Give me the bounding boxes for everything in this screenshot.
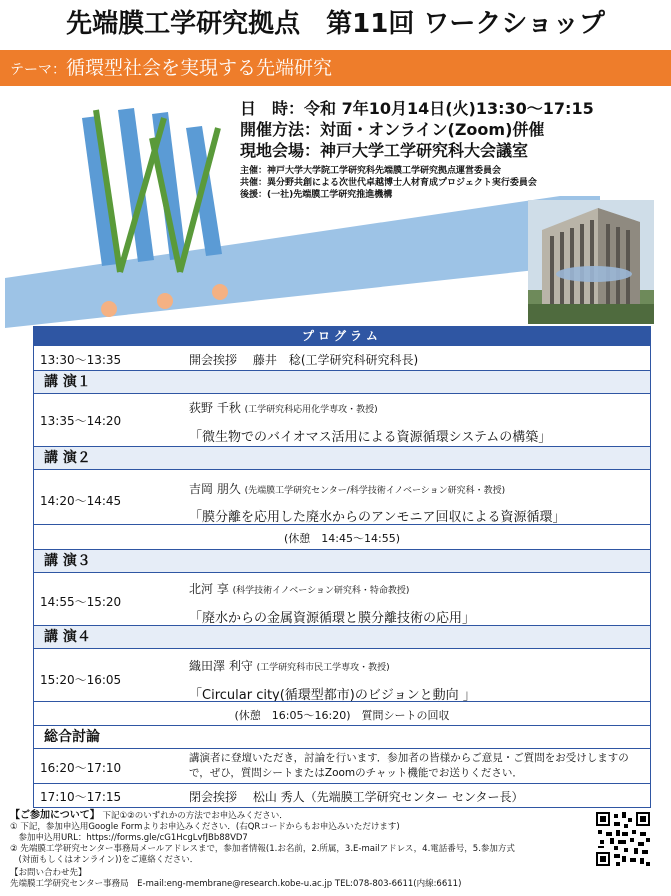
lecture4-topic: 「Circular city(循環型都市)のビジョンと動向 」 bbox=[189, 688, 476, 703]
discussion-text: 講演者に登壇いただき，討論を行います．参加者の皆様からご意見・ご質問をお受けしますので，ぜひ，質問シートまたはZoomのチャット機能でお送りください． bbox=[189, 752, 629, 779]
lecture4-speaker: 織田澤 利守 bbox=[189, 659, 253, 673]
signup-url[interactable]: 参加申込用URL：https://forms.gle/cG1HcgLvfJBb88VD7 bbox=[10, 833, 248, 843]
event-venue: 現地会場：神戸大学工学研究科大会議室 bbox=[240, 141, 529, 160]
lecture1-row bbox=[34, 394, 650, 446]
co-organizer: 共催：異分野共創による次世代卓越博士人材育成プロジェクト実行委員会 bbox=[240, 178, 537, 188]
break1: (休憩 14:45～14:55) bbox=[284, 532, 400, 545]
light-blue-band bbox=[5, 196, 600, 328]
discussion-time: 16:20～17:10 bbox=[40, 761, 122, 775]
closing-time: 17:10～17:15 bbox=[40, 790, 122, 804]
lecture4-label: 講 演４ bbox=[34, 626, 650, 648]
lecture1-time: 13:35～14:20 bbox=[40, 414, 122, 428]
theme-bar bbox=[0, 50, 671, 86]
theme-text: 循環型社会を実現する先端研究 bbox=[66, 57, 333, 79]
lecture3-time: 14:55～15:20 bbox=[40, 595, 122, 609]
lecture3-affiliation: (科学技術イノベーション研究科・特命教授) bbox=[232, 586, 410, 596]
lecture2-row bbox=[34, 470, 650, 524]
break2: (休憩 16:05～16:20) 質問シートの回収 bbox=[234, 709, 450, 722]
signup-info bbox=[10, 810, 580, 866]
page-title: 先端膜工学研究拠点 第11回 ワークショップ bbox=[66, 9, 605, 39]
lecture3-speaker: 北河 享 bbox=[189, 582, 229, 596]
lecture3-topic: 「廃水からの金属資源循環と膜分離技術の応用」 bbox=[189, 611, 476, 626]
opening-row bbox=[34, 346, 650, 370]
discussion-label: 総合討論 bbox=[34, 726, 650, 748]
contact-heading: 【お問い合わせ先】 bbox=[10, 868, 87, 878]
signup-line3: ② 先端膜工学研究センター事務局メールアドレスまで，参加者情報(1.お名前，2.所属，3.E-mailアドレス，4.電話番号，5.参加方式 bbox=[10, 844, 515, 854]
contact-text: 先端膜工学研究センター事務局 E-mail:eng-membrane@research.kobe-u.ac.jp TEL:078-803-6611(内線:6611) bbox=[10, 879, 462, 889]
qr-code-icon[interactable] bbox=[594, 810, 652, 868]
lecture1-label: 講 演１ bbox=[34, 371, 650, 393]
lecture3-row bbox=[34, 573, 650, 625]
peach-dot-1 bbox=[101, 301, 117, 317]
closing-row bbox=[34, 784, 650, 806]
contact-info bbox=[10, 868, 590, 890]
organizer: 主催：神戸大学大学院工学研究科先端膜工学研究拠点運営委員会 bbox=[240, 166, 502, 176]
program-header: プログラム bbox=[33, 326, 651, 346]
lecture4-time: 15:20～16:05 bbox=[40, 673, 122, 687]
supporter: 後援：(一社)先端膜工学研究推進機構 bbox=[240, 190, 393, 200]
signup-note: 下記①②のいずれかの方法でお申込みください． bbox=[102, 811, 288, 821]
opening-text: 開会挨拶 藤井 稔(工学研究科研究科長) bbox=[189, 353, 419, 367]
blue-bar-2 bbox=[118, 108, 154, 262]
peach-dot-2 bbox=[157, 293, 173, 309]
peach-dot-3 bbox=[212, 284, 228, 300]
lecture1-affiliation: (工学研究科応用化学専攻・教授) bbox=[244, 405, 378, 415]
lecture4-row bbox=[34, 649, 650, 701]
signup-heading: 【ご参加について】 bbox=[10, 810, 100, 821]
event-method: 開催方法：対面・オンライン(Zoom)併催 bbox=[240, 120, 545, 139]
discussion-row bbox=[34, 749, 650, 783]
lecture2-time: 14:20～14:45 bbox=[40, 494, 122, 508]
event-date: 日 時：令和 7年10月14日(火)13:30～17:15 bbox=[240, 99, 594, 118]
lecture2-affiliation: (先端膜工学研究センター/科学技術イノベーション研究科・教授) bbox=[244, 486, 506, 496]
opening-time: 13:30～13:35 bbox=[40, 353, 122, 367]
lecture2-speaker: 吉岡 朋久 bbox=[189, 482, 241, 496]
lecture1-speaker: 荻野 千秋 bbox=[189, 401, 241, 415]
signup-line4: (対面もしくはオンライン))をご連絡ください． bbox=[10, 855, 199, 865]
lecture3-label: 講 演３ bbox=[34, 550, 650, 572]
lecture2-topic: 「膜分離を応用した廃水からのアンモニア回収による資源循環」 bbox=[189, 510, 566, 525]
event-info bbox=[240, 98, 660, 201]
lecture2-label: 講 演２ bbox=[34, 447, 650, 469]
closing-text: 閉会挨拶 松山 秀人（先端膜工学研究センター センター長） bbox=[189, 790, 524, 804]
building-photo bbox=[528, 200, 654, 324]
signup-line1: ① 下記，参加申込用Google Formよりお申込みください．(右QRコードからもお申込みいただけます) bbox=[10, 822, 400, 832]
program-table bbox=[33, 346, 651, 808]
lecture4-affiliation: (工学研究科市民工学専攻・教授) bbox=[256, 663, 390, 673]
lecture1-topic: 「微生物でのバイオマス活用による資源循環システムの構築」 bbox=[189, 430, 552, 445]
theme-label: テーマ： bbox=[10, 62, 66, 78]
